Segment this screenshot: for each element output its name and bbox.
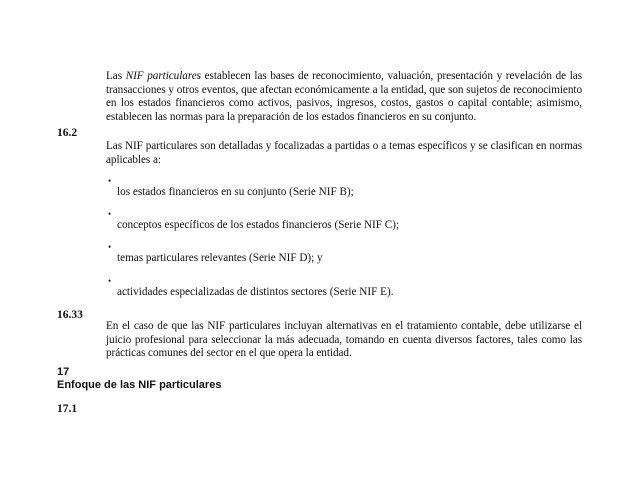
bullet-item: temas particulares relevantes (Serie NIF D); y (117, 252, 323, 264)
section-title-17: Enfoque de las NIF particulares (57, 379, 222, 391)
bullet-marker: • (108, 209, 112, 219)
bullet-item: conceptos específicos de los estados financieros (Serie NIF C); (117, 219, 400, 231)
bullet-item: actividades especializadas de distintos sectores (Serie NIF E). (117, 286, 394, 298)
section-number-16-2: 16.2 (57, 127, 78, 139)
section-number-16-33: 16.33 (57, 309, 83, 321)
intro-emphasis: NIF particulares (125, 70, 201, 82)
bullet-marker: • (108, 176, 112, 186)
section-number-17-1: 17.1 (57, 403, 78, 415)
bullet-marker: • (108, 276, 112, 286)
section-number-17: 17 (57, 366, 70, 378)
intro-paragraph (106, 70, 582, 124)
bullet-item: los estados financieros en su conjunto (Serie NIF B); (117, 186, 354, 198)
section-16-33-paragraph: En el caso de que las NIF particulares incluyan alternativas en el tratamiento contable, debe utilizarse el juicio profesional para seleccionar la más adecuada, tomando en cuenta diversos factores, tales como las prácticas comunes del sector en el que opera la entidad. (106, 320, 582, 360)
section-16-2-paragraph: Las NIF particulares son detalladas y focalizadas a partidas o a temas específicos y se clasifican en normas aplicables a: (106, 140, 582, 166)
intro-prefix: Las (106, 70, 126, 82)
bullet-marker: • (108, 242, 112, 252)
intro-rest: establecen las bases de reconocimiento, valuación, presentación y revelación de las transacciones y otros eventos, que afectan económicamente a la entidad, que son sujetos de reconocimiento en los estados financieros como activos, pasivos, ingresos, costos, gastos o capital contable; asimismo, establecen las normas para la preparación de los estados financieros en su conjunto. (106, 70, 582, 123)
